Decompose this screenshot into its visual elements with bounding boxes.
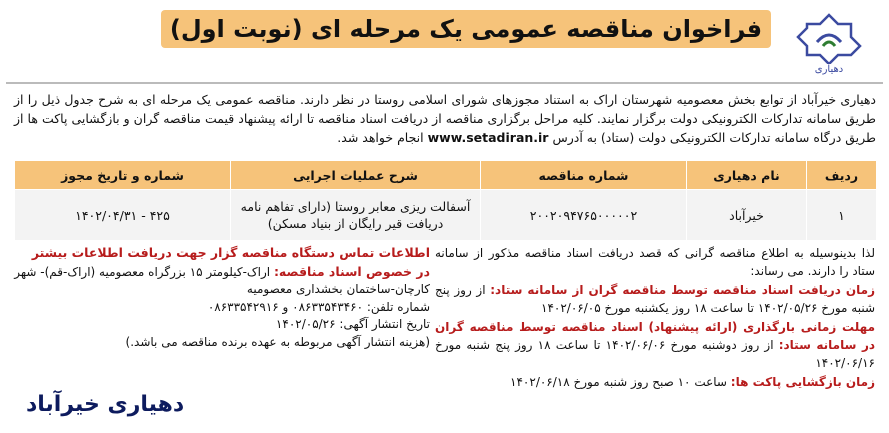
phone-numbers: ۰۸۶۳۳۵۴۳۴۶۰ و ۰۸۶۳۳۵۴۲۹۱۶ [207,299,364,314]
contact-section [14,244,430,351]
dehyari-logo-icon [793,12,865,64]
cell-permit: ۴۲۵ - ۱۴۰۲/۰۴/۳۱ [15,190,231,241]
opening-time-label: زمان بازگشایی پاکت ها: [730,374,875,389]
contact-address: اراک-کیلومتر ۱۵ بزرگراه معصومیه (اراک-قم)- شهر کارچان-ساختمان بخشداری معصومیه [14,264,430,296]
publish-date-label: تاریخ انتشار آگهی: [339,317,430,331]
logo-text: دهیاری [814,64,844,75]
col-header-operation-desc: شرح عملیات اجرایی [231,161,481,190]
table-header-row [15,161,877,190]
schedule-section [435,244,875,391]
bid-time-value: از روز دوشنبه مورخ ۱۴۰۲/۰۶/۰۶ تا ساعت ۱۸ روز پنج شنبه مورخ ۱۴۰۲/۰۶/۱۶ [435,338,875,371]
notice-header [6,4,883,84]
dehyari-logo [793,12,865,78]
publish-date: ۱۴۰۲/۰۵/۲۶ [275,317,336,331]
col-header-row-number: ردیف [807,161,877,190]
table-row [15,190,877,241]
title-banner [161,10,771,48]
col-header-permit: شماره و تاریخ مجوز [15,161,231,190]
intro-paragraph [14,90,876,147]
intro-text: دهیاری خیرآباد از توابع بخش معصومیه شهرستان اراک به استناد مجوزهای شورای اسلامی روستا در نظر دارند. مناقصه عمومی یک مرحله ای به شرح جدول ذیل را از طریق سامانه تدارکات الکترونیکی دولت برگزار نمایند. کلیه مراحل برگزاری مناقصه از دریافت اسناد مناقصه تا ارائه پیشنهاد قیمت مناقصه گران و بازگشایی پاکت ها از طریق درگاه سامانه تدارکات الکترونیکی دولت (ستاد) به آدرس [14,92,876,145]
col-header-tender-number: شماره مناقصه [481,161,687,190]
phone-label: شماره تلفن: [366,299,430,314]
opening-time-value: ساعت ۱۰ صبح روز شنبه مورخ ۱۴۰۲/۰۶/۱۸ [510,374,727,389]
cell-row-number: ۱ [807,190,877,241]
tender-table [14,160,877,241]
intro-end: انجام خواهد شد. [337,130,424,145]
schedule-intro: لذا بدینوسیله به اطلاع مناقصه گرانی که قصد دریافت اسناد مناقصه مذکور از سامانه ستاد را دارند. می رساند: [435,246,875,279]
contact-heading: اطلاعات تماس دستگاه مناقصه گزار جهت دریافت اطلاعات بیشتر در خصوص اسناد مناقصه: [31,245,430,279]
bid-time-label: مهلت زمانی بارگذاری (ارائه پیشنهاد) اسناد مناقصه توسط مناقصه گران در سامانه ستاد: [435,319,876,353]
col-header-dehyari-name: نام دهیاری [687,161,807,190]
doc-time-label: زمان دریافت اسناد مناقصه توسط مناقصه گران از سامانه ستاد: [490,282,875,297]
notice-title: فراخوان مناقصه عمومی یک مرحله ای (نوبت اول) [169,15,763,43]
cost-note: (هزینه انتشار آگهی مربوطه به عهده برنده مناقصه می باشد.) [125,334,430,349]
cell-operation-desc: آسفالت ریزی معابر روستا (دارای تفاهم نامه دریافت قیر رایگان از بنیاد مسکن) [231,190,481,241]
signature: دهیاری خیرآباد [26,392,185,417]
cell-tender-number: ۲۰۰۲۰۹۴۷۶۵۰۰۰۰۰۲ [481,190,687,241]
cell-dehyari-name: خیرآباد [687,190,807,241]
doc-time-value: از روز پنج شنبه مورخ ۱۴۰۲/۰۵/۲۶ تا ساعت ۱۸ روز یکشنبه مورخ ۱۴۰۲/۰۶/۰۵ [435,282,875,316]
setad-url[interactable]: www.setadiran.ir [427,130,549,145]
